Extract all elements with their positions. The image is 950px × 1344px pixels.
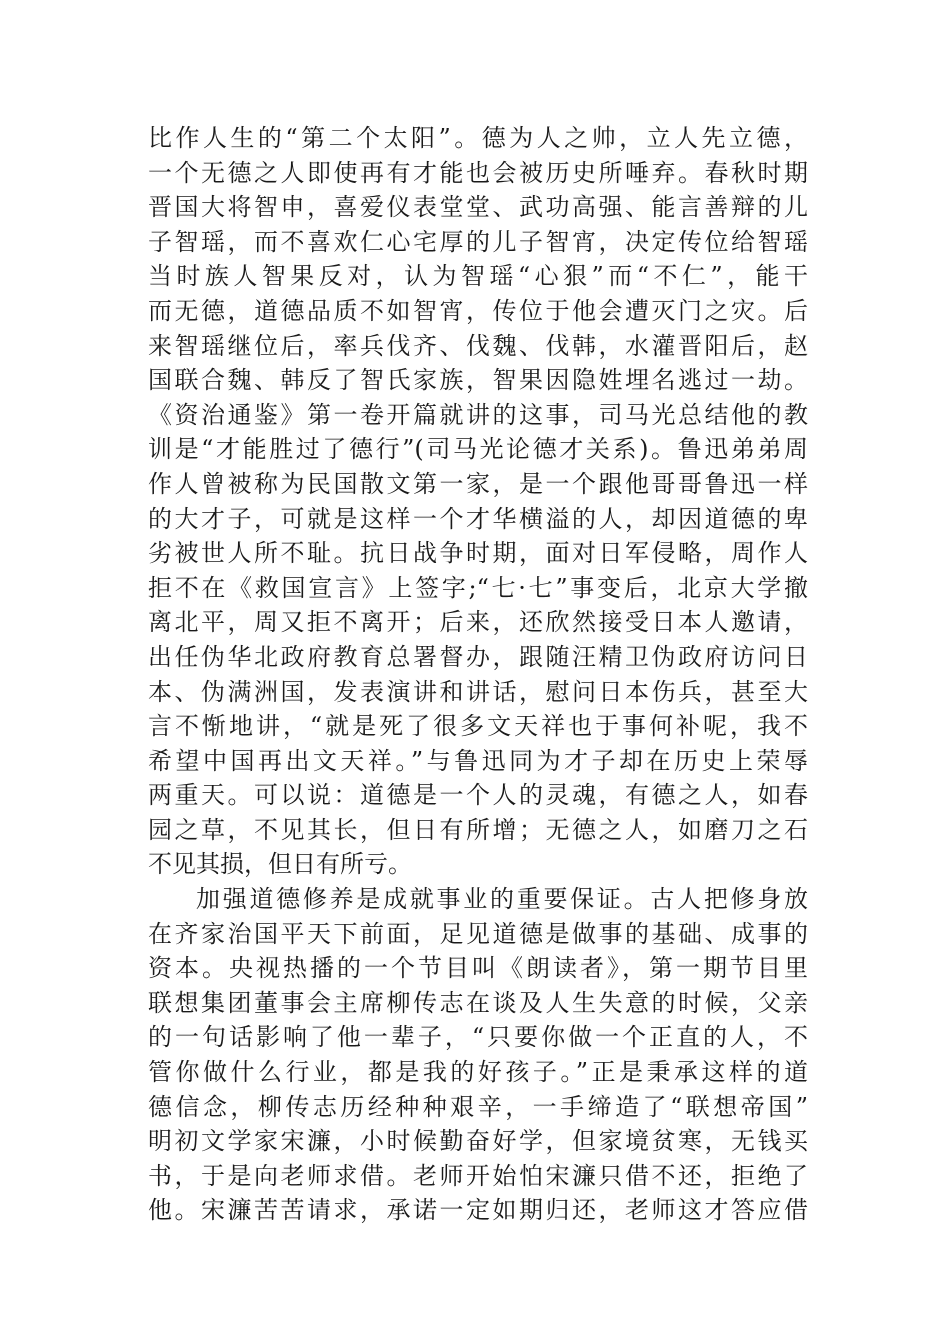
text-line: 作人曾被称为民国散文第一家，是一个跟他哥哥鲁迅一样 xyxy=(148,469,808,498)
text-line: 离北平，周又拒不离开；后来，还欣然接受日本人邀请， xyxy=(148,608,808,637)
paragraph xyxy=(148,121,808,882)
text-line: 书，于是向老师求借。老师开始怕宋濂只借不还，拒绝了 xyxy=(148,1161,808,1190)
text-line: 出任伪华北政府教育总署督办，跟随汪精卫伪政府访问日 xyxy=(148,642,808,671)
text-line: 在齐家治国平天下前面，足见道德是做事的基础、成事的 xyxy=(148,919,808,948)
text-line: 他。宋濂苦苦请求，承诺一定如期归还，老师这才答应借 xyxy=(148,1196,808,1225)
text-line: 国联合魏、韩反了智氏家族，智果因隐姓埋名逃过一劫。 xyxy=(148,366,808,395)
text-line: 本、伪满洲国，发表演讲和讲话，慰问日本伤兵，甚至大 xyxy=(148,677,808,706)
text-line: 《资治通鉴》第一卷开篇就讲的这事，司马光总结他的教 xyxy=(148,400,808,429)
text-line: 比作人生的“第二个太阳”。德为人之帅，立人先立德， xyxy=(148,124,808,152)
body-text xyxy=(148,121,808,1228)
text-line: 子智瑶，而不喜欢仁心宅厚的儿子智宵，决定传位给智瑶 xyxy=(148,227,808,256)
text-line: 当时族人智果反对，认为智瑶“心狠”而“不仁”，能干 xyxy=(148,262,808,291)
text-line: 的一句话影响了他一辈子，“只要你做一个正直的人，不 xyxy=(148,1023,808,1052)
text-line: 言不惭地讲，“就是死了很多文天祥也于事何补呢，我不 xyxy=(148,712,808,741)
text-line: 晋国大将智申，喜爱仪表堂堂、武功高强、能言善辩的儿 xyxy=(148,193,808,222)
text-line: 劣被世人所不耻。抗日战争时期，面对日军侵略，周作人 xyxy=(148,539,808,568)
text-line: 希望中国再出文天祥。”与鲁迅同为才子却在历史上荣辱 xyxy=(148,746,808,775)
text-line: 训是“才能胜过了德行”(司马光论德才关系)。鲁迅弟弟周 xyxy=(148,435,808,464)
text-line: 不见其损，但日有所亏。 xyxy=(148,850,412,879)
text-line: 德信念，柳传志历经种种艰辛，一手缔造了“联想帝国” xyxy=(148,1092,808,1121)
paragraph xyxy=(148,882,808,1228)
text-line: 两重天。可以说：道德是一个人的灵魂，有德之人，如春 xyxy=(148,781,808,810)
text-line: 拒不在《救国宣言》上签字;“七·七”事变后，北京大学撤 xyxy=(148,573,808,602)
text-line: 资本。央视热播的一个节目叫《朗读者》，第一期节目里 xyxy=(148,954,808,983)
text-line: 而无德，道德品质不如智宵，传位于他会遭灭门之灾。后 xyxy=(148,296,808,325)
text-line: 加强道德修养是成就事业的重要保证。古人把修身放 xyxy=(196,885,808,914)
text-line: 园之草，不见其长，但日有所增；无德之人，如磨刀之石 xyxy=(148,815,808,844)
text-line: 管你做什么行业，都是我的好孩子。”正是秉承这样的道 xyxy=(148,1058,808,1087)
text-line: 明初文学家宋濂，小时候勤奋好学，但家境贫寒，无钱买 xyxy=(148,1127,808,1156)
text-line: 的大才子，可就是这样一个才华横溢的人，却因道德的卑 xyxy=(148,504,808,533)
text-line: 来智瑶继位后，率兵伐齐、伐魏、伐韩，水灌晋阳后，赵 xyxy=(148,331,808,360)
text-line: 一个无德之人即使再有才能也会被历史所唾弃。春秋时期 xyxy=(148,158,808,187)
text-line: 联想集团董事会主席柳传志在谈及人生失意的时候，父亲 xyxy=(148,988,808,1017)
